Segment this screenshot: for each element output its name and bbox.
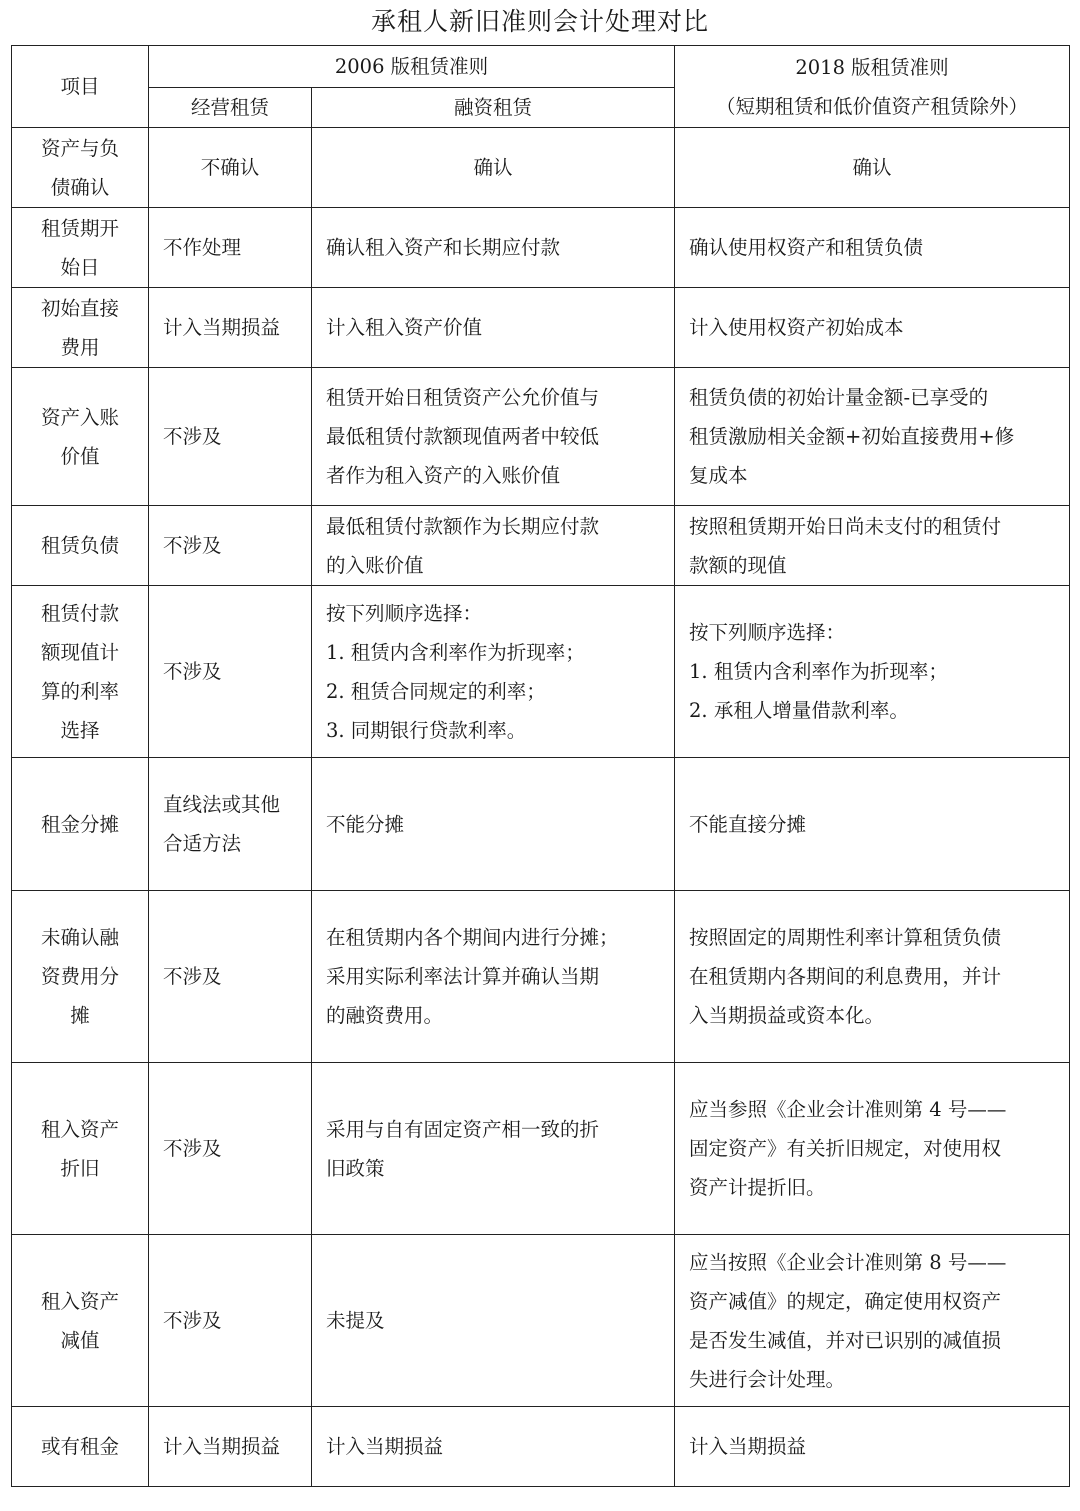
- table-row: [12, 1235, 1070, 1407]
- cell-line: 未确认融: [40, 926, 119, 949]
- item-cell: [12, 368, 149, 506]
- cell-line: 按照租赁期开始日尚未支付的租赁付: [689, 514, 1002, 538]
- cell-line: 算的利率: [40, 679, 119, 703]
- cell-line: 摊: [70, 1004, 90, 1027]
- cell-line: 租赁负债的初始计量金额-已享受的: [689, 386, 989, 409]
- cell-line: 租赁期开: [40, 216, 119, 240]
- finance-lease-cell: [312, 506, 675, 586]
- cell-line: 3. 同期银行贷款利率。: [326, 718, 527, 742]
- cell-line: 租入资产: [40, 1289, 119, 1313]
- new-standard-cell: [675, 586, 1070, 758]
- cell-line: 不涉及: [163, 425, 222, 448]
- cell-line: 不涉及: [163, 534, 222, 557]
- cell-line: 确认: [473, 156, 513, 179]
- item-cell: [12, 1063, 149, 1235]
- cell-line: 最低租赁付款额作为长期应付款: [326, 514, 600, 538]
- table-header: [12, 46, 1070, 128]
- finance-lease-cell: [312, 1407, 675, 1487]
- new-standard-cell: [675, 288, 1070, 368]
- cell-line: 最低租赁付款额现值两者中较低: [326, 425, 600, 448]
- cell-line: 确认租入资产和长期应付款: [326, 236, 561, 259]
- cell-line: 计入当期损益: [689, 1435, 807, 1458]
- table-row: [12, 1063, 1070, 1235]
- page-title: 承租人新旧准则会计处理对比: [370, 7, 709, 36]
- cell-line: 直线法或其他: [163, 793, 281, 816]
- cell-line: 2. 租赁合同规定的利率；: [326, 679, 546, 703]
- cell-line: 是否发生减值，并对已识别的减值损: [689, 1328, 1002, 1352]
- cell-line: 不作处理: [163, 236, 242, 259]
- cell-line: 费用: [60, 335, 100, 359]
- new-standard-cell: [675, 1407, 1070, 1487]
- cell-line: 采用与自有固定资产相一致的折: [326, 1117, 600, 1141]
- finance-lease-cell: [312, 891, 675, 1063]
- cell-line: 租金分摊: [40, 812, 119, 836]
- header-operating-lease: 经营租赁: [149, 88, 312, 128]
- cell-line: 计入当期损益: [163, 316, 281, 339]
- cell-line: 的融资费用。: [326, 1004, 444, 1027]
- item-cell: [12, 891, 149, 1063]
- header-finance-lease: 融资租赁: [312, 88, 675, 128]
- operating-lease-cell: [149, 1063, 312, 1235]
- finance-lease-cell: [312, 758, 675, 891]
- item-cell: [12, 586, 149, 758]
- operating-lease-cell: [149, 891, 312, 1063]
- operating-lease-cell: [149, 1407, 312, 1487]
- new-standard-cell: [675, 208, 1070, 288]
- table-row: [12, 758, 1070, 891]
- item-cell: [12, 208, 149, 288]
- table-row: [12, 128, 1070, 208]
- finance-lease-cell: [312, 1235, 675, 1407]
- cell-line: 确认使用权资产和租赁负债: [689, 236, 924, 259]
- finance-lease-cell: [312, 1063, 675, 1235]
- cell-line: 在租赁期内各个期间内进行分摊；: [326, 926, 619, 949]
- cell-line: 者作为租入资产的入账价值: [326, 464, 561, 487]
- cell-line: 租赁开始日租赁资产公允价值与: [326, 386, 600, 409]
- cell-line: 计入租入资产价值: [326, 316, 483, 339]
- new-standard-cell: [675, 128, 1070, 208]
- item-cell: [12, 506, 149, 586]
- table-row: [12, 506, 1070, 586]
- cell-line: 债确认: [50, 175, 110, 199]
- header-2018-standard: [675, 46, 1070, 128]
- cell-line: 应当按照《企业会计准则第 8 号——: [689, 1250, 1007, 1274]
- item-cell: [12, 1407, 149, 1487]
- cell-line: 资产减值》的规定，确定使用权资产: [689, 1289, 1002, 1313]
- cell-line: 额现值计: [40, 640, 119, 664]
- finance-lease-cell: [312, 586, 675, 758]
- cell-line: 租赁负债: [40, 534, 119, 557]
- header-2006-standard: 2006 版租赁准则: [149, 46, 675, 88]
- table-row: [12, 288, 1070, 368]
- cell-line: 应当参照《企业会计准则第 4 号——: [689, 1098, 1007, 1121]
- new-standard-cell: [675, 758, 1070, 891]
- cell-line: 未提及: [326, 1309, 385, 1332]
- cell-line: 复成本: [689, 464, 748, 487]
- operating-lease-cell: [149, 368, 312, 506]
- finance-lease-cell: [312, 128, 675, 208]
- cell-line: 确认: [852, 156, 892, 179]
- operating-lease-cell: [149, 586, 312, 758]
- table-body: [12, 128, 1070, 1487]
- cell-line: 折旧: [60, 1156, 100, 1180]
- new-standard-cell: [675, 1235, 1070, 1407]
- new-standard-cell: [675, 506, 1070, 586]
- header-2018-note: （短期租赁和低价值资产租赁除外）: [716, 94, 1029, 118]
- operating-lease-cell: [149, 506, 312, 586]
- table-row: [12, 368, 1070, 506]
- cell-line: 按下列顺序选择：: [689, 621, 846, 644]
- table-row: [12, 586, 1070, 758]
- cell-line: 旧政策: [326, 1156, 385, 1180]
- cell-line: 或有租金: [40, 1435, 119, 1458]
- cell-line: 不能直接分摊: [689, 812, 807, 836]
- cell-line: 租赁激励相关金额+初始直接费用+修: [689, 425, 1015, 448]
- cell-line: 款额的现值: [689, 553, 787, 577]
- new-standard-cell: [675, 1063, 1070, 1235]
- cell-line: 采用实际利率法计算并确认当期: [326, 965, 600, 988]
- item-cell: [12, 758, 149, 891]
- operating-lease-cell: [149, 758, 312, 891]
- header-2018-title: 2018 版租赁准则: [795, 55, 949, 79]
- cell-line: 计入使用权资产初始成本: [689, 316, 904, 339]
- cell-line: 计入当期损益: [163, 1435, 281, 1458]
- cell-line: 不确认: [200, 156, 260, 179]
- cell-line: 始日: [60, 255, 100, 279]
- cell-line: 固定资产》有关折旧规定，对使用权: [689, 1137, 1002, 1160]
- cell-line: 不涉及: [163, 660, 222, 683]
- new-standard-cell: [675, 891, 1070, 1063]
- table-row: [12, 1407, 1070, 1487]
- cell-line: 入当期损益或资本化。: [689, 1004, 885, 1027]
- cell-line: 初始直接: [40, 296, 119, 320]
- finance-lease-cell: [312, 368, 675, 506]
- finance-lease-cell: [312, 288, 675, 368]
- cell-line: 不能分摊: [326, 812, 405, 836]
- cell-line: 选择: [60, 718, 100, 742]
- finance-lease-cell: [312, 208, 675, 288]
- cell-line: 按下列顺序选择：: [326, 601, 483, 625]
- operating-lease-cell: [149, 288, 312, 368]
- cell-line: 合适方法: [163, 832, 242, 855]
- header-item: 项目: [12, 46, 149, 128]
- cell-line: 资费用分: [40, 965, 119, 988]
- cell-line: 按照固定的周期性利率计算租赁负债: [689, 926, 1002, 949]
- new-standard-cell: [675, 368, 1070, 506]
- operating-lease-cell: [149, 1235, 312, 1407]
- cell-line: 租入资产: [40, 1117, 119, 1141]
- item-cell: [12, 128, 149, 208]
- cell-line: 租赁付款: [40, 601, 119, 625]
- cell-line: 资产计提折旧。: [689, 1176, 826, 1199]
- cell-line: 的入账价值: [326, 553, 424, 577]
- item-cell: [12, 288, 149, 368]
- cell-line: 不涉及: [163, 965, 222, 988]
- cell-line: 价值: [60, 444, 100, 468]
- comparison-table: [11, 45, 1070, 1487]
- cell-line: 在租赁期内各期间的利息费用，并计: [689, 965, 1002, 988]
- table-row: [12, 208, 1070, 288]
- cell-line: 减值: [60, 1328, 100, 1352]
- cell-line: 1. 租赁内含利率作为折现率；: [326, 640, 585, 664]
- cell-line: 不涉及: [163, 1137, 222, 1160]
- cell-line: 失进行会计处理。: [689, 1367, 846, 1391]
- cell-line: 不涉及: [163, 1309, 222, 1332]
- cell-line: 计入当期损益: [326, 1435, 444, 1458]
- item-cell: [12, 1235, 149, 1407]
- cell-line: 1. 租赁内含利率作为折现率；: [689, 660, 948, 683]
- table-row: [12, 891, 1070, 1063]
- cell-line: 2. 承租人增量借款利率。: [689, 699, 909, 722]
- operating-lease-cell: [149, 208, 312, 288]
- operating-lease-cell: [149, 128, 312, 208]
- cell-line: 资产与负: [40, 136, 119, 160]
- cell-line: 资产入账: [40, 405, 119, 429]
